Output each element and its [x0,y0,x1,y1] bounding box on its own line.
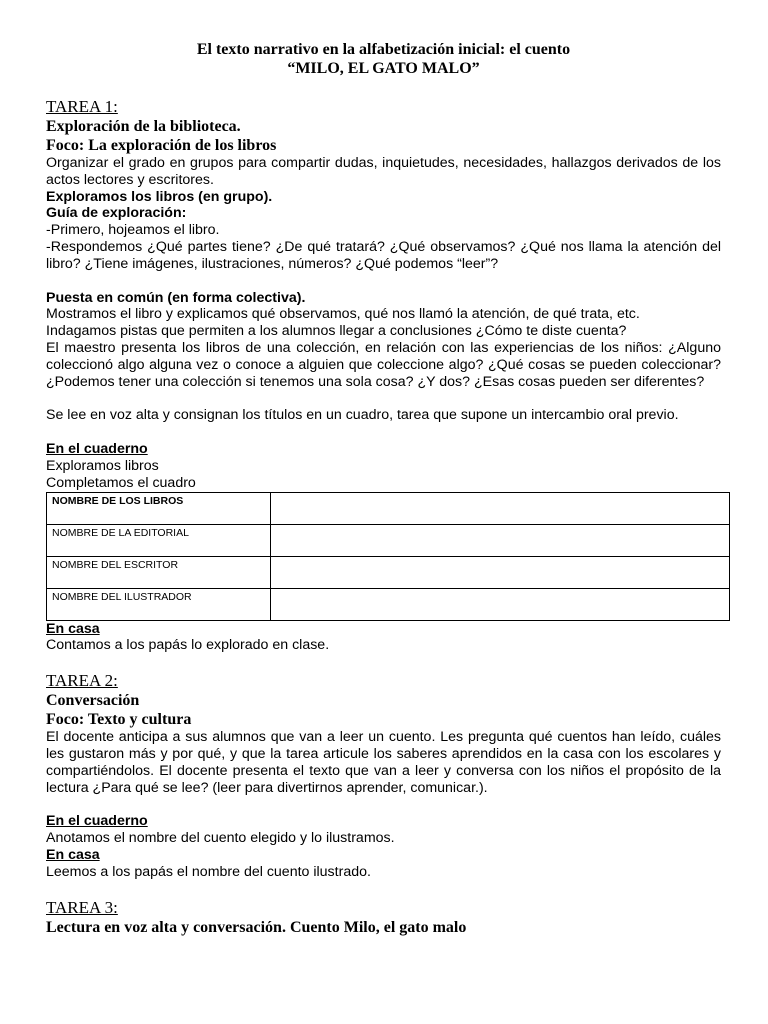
table-row-label: NOMBRE DEL ILUSTRADOR [47,588,271,620]
tarea1-notebook-line1: Exploramos libros [46,457,159,474]
table-empty-cell [271,524,730,556]
document-page [46,40,721,937]
tarea2-body: El docente anticipa a sus alumnos que van a leer un cuento. Les pregunta qué cuentos han leído, cuáles les gustaron más y por qué, y que la tarea articule los saberes aprendidos en la casa con los escolares y compartiéndolos. El docente presenta el texto que van a leer y conversa con los niños el propósito de la lectura ¿Para qué se lee? (leer para divertirnos aprender, comunicar.). [46,729,721,796]
tarea1-notebook-heading: En el cuaderno [46,441,148,458]
title-line-2: “MILO, EL GATO MALO” [287,60,480,77]
tarea1-home-heading: En casa [46,620,100,637]
books-table [46,492,730,621]
tarea2-heading: TAREA 2: [46,671,118,691]
tarea1-reading-paragraph: Se lee en voz alta y consignan los títulos en un cuadro, tarea que supone un intercambio oral previo. [46,407,679,424]
table-row [47,556,730,588]
tarea1-guide-step2: -Respondemos ¿Qué partes tiene? ¿De qué tratará? ¿Qué observamos? ¿Qué nos llama la atención del libro? ¿Tiene imágenes, ilustraciones, números? ¿Qué podemos “leer”? [46,238,721,272]
tarea1-common-p3: El maestro presenta los libros de una colección, en relación con las experiencias de los niños: ¿Alguno coleccionó algo alguna vez o conoce a alguien que coleccione algo? ¿Qué cosas se pueden coleccionar? ¿Podemos tener una colección si tenemos una sola cosa? ¿Y dos? ¿Esas cosas pueden ser diferentes? [46,339,721,390]
tarea1-common-p1: Mostramos el libro y explicamos qué observamos, qué nos llamó la atención, de qué trata, etc. [46,306,640,323]
tarea1-subtitle: Exploración de la biblioteca. [46,118,241,135]
document-title [46,40,721,78]
tarea2-notebook-text: Anotamos el nombre del cuento elegido y lo ilustramos. [46,830,395,847]
title-line-1: El texto narrativo en la alfabetización inicial: el cuento [196,41,571,58]
table-empty-cell [271,588,730,620]
table-row [47,588,730,620]
tarea2-home-heading: En casa [46,846,100,863]
tarea1-explore-heading: Exploramos los libros (en grupo). [46,188,273,205]
tarea1-focus: Foco: La exploración de los libros [46,137,277,154]
tarea1-guide-step1: -Primero, hojeamos el libro. [46,222,220,239]
tarea1-intro: Organizar el grado en grupos para compartir dudas, inquietudes, necesidades, hallazgos derivados de los actos lectores y escritores. [46,155,721,188]
table-empty-cell [271,492,730,524]
tarea1-heading: TAREA 1: [46,97,118,116]
tarea2-notebook-heading: En el cuaderno [46,813,148,830]
tarea1-guide-heading: Guía de exploración: [46,205,187,222]
table-row [47,524,730,556]
tarea1-home-text: Contamos a los papás lo explorado en clase. [46,637,330,654]
tarea1-notebook-line2: Completamos el cuadro [46,474,196,491]
tarea3-subtitle: Lectura en voz alta y conversación. Cuento Milo, el gato malo [46,918,467,936]
tarea1-common-heading: Puesta en común (en forma colectiva). [46,289,306,306]
table-row-label: NOMBRE DE LA EDITORIAL [47,524,271,556]
tarea1-common-p2: Indagamos pistas que permiten a los alumnos llegar a conclusiones ¿Cómo te diste cuenta? [46,323,627,340]
table-row [47,492,730,524]
table-empty-cell [271,556,730,588]
tarea2-home-text: Leemos a los papás el nombre del cuento ilustrado. [46,863,371,880]
tarea3-heading: TAREA 3: [46,897,118,917]
tarea2-focus: Foco: Texto y cultura [46,711,192,729]
table-row-label: NOMBRE DEL ESCRITOR [47,556,271,588]
tarea2-subtitle: Conversación [46,692,140,710]
table-row-label: NOMBRE DE LOS LIBROS [47,492,271,524]
